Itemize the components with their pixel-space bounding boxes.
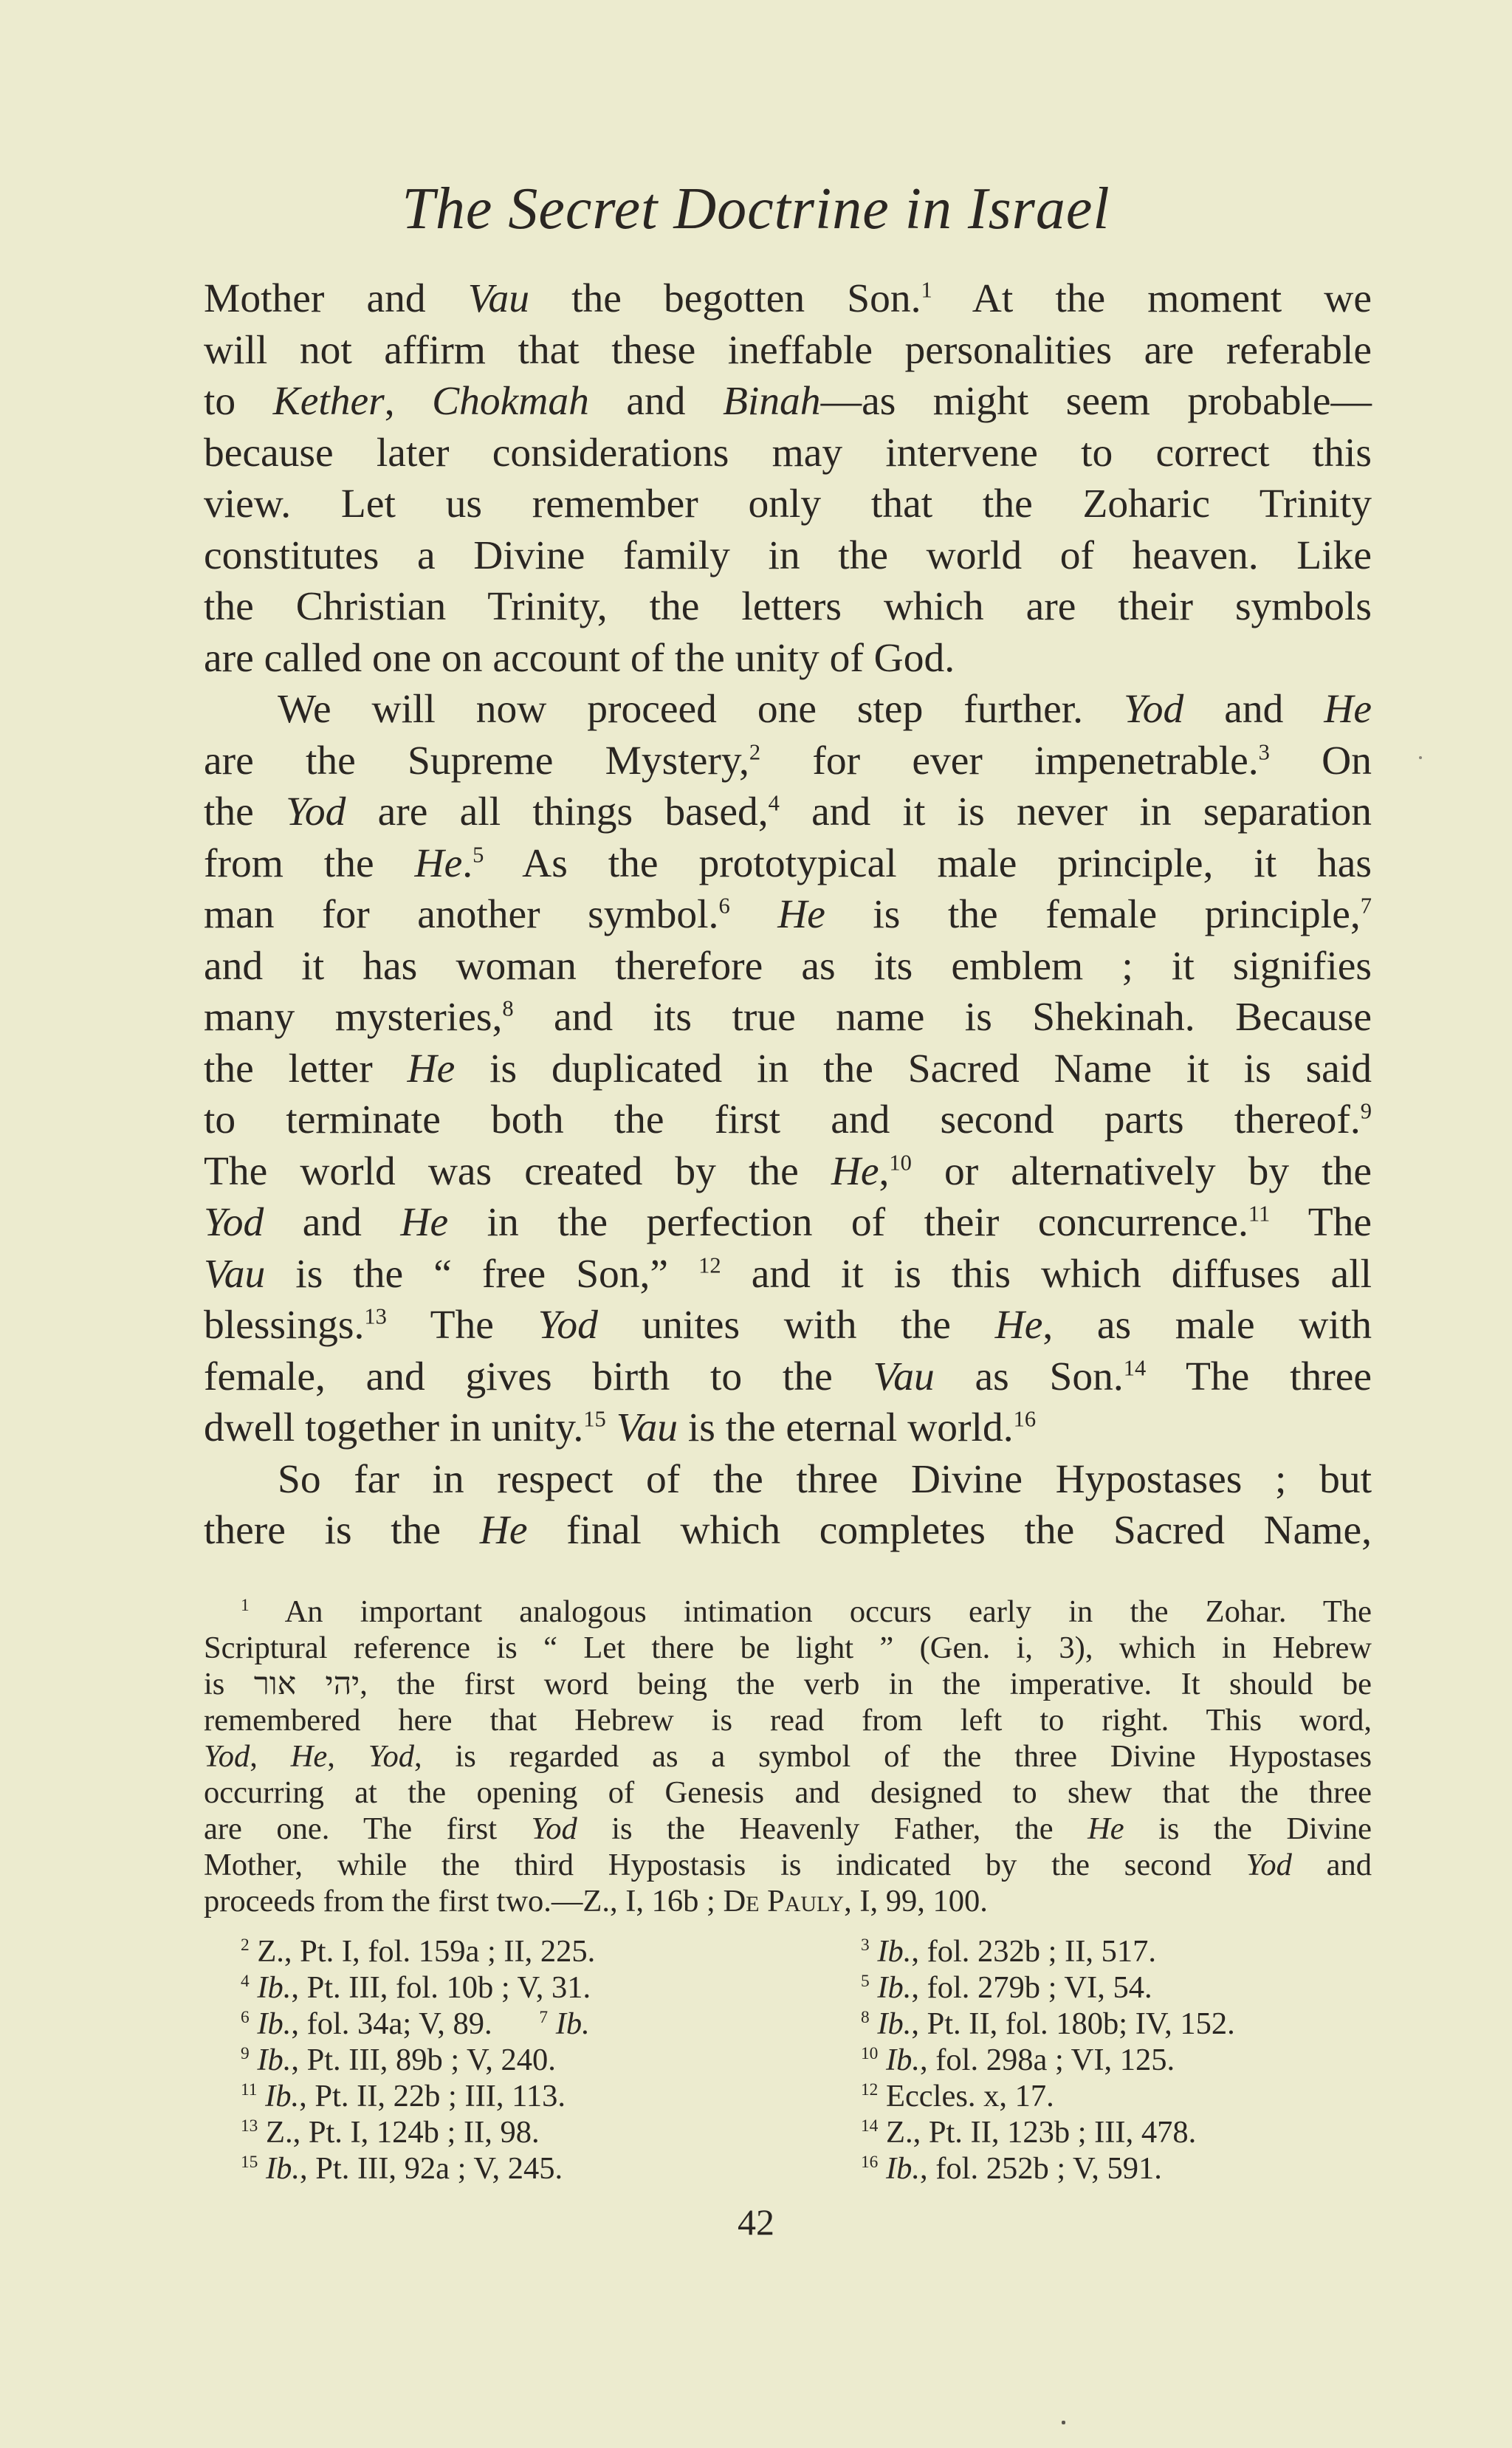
footnote-ref: $^8$ Ib., Pt. II, fol. 180b; IV, 152. (861, 2006, 1235, 2041)
footnote-ref: $^{15}$ Ib., Pt. III, 92a ; V, 245. (241, 2151, 563, 2186)
footnote-ref: $^{10}$ Ib., fol. 298a ; VI, 125. (861, 2043, 1175, 2077)
body-line: there is the He final which completes the Sacred Name, (204, 1508, 1372, 1553)
footnote-line: Mother, while the third Hypostasis is indicated by the second Yod and (204, 1848, 1372, 1882)
body-line: blessings.$^{13}$ The Yod unites with the He, as male with (204, 1303, 1372, 1348)
footnote-ref: $^3$ Ib., fol. 232b ; II, 517. (861, 1934, 1157, 1969)
footnote-ref: $^9$ Ib., Pt. III, 89b ; V, 240. (241, 2043, 556, 2077)
footnote-row (204, 1969, 1372, 2006)
body-line: many mysteries,$^8$ and its true name is Shekinah. Because (204, 995, 1372, 1040)
body-line: because later considerations may intervene to correct this (204, 430, 1372, 476)
body-text (204, 273, 1372, 1557)
footnote-line: $^1$ An important analogous intimation occurs early in the Zohar. The (241, 1594, 1372, 1629)
footnote-1 (204, 1594, 1372, 1919)
running-head: The Secret Doctrine in Israel (402, 176, 1110, 241)
footnote-ref: $^{13}$ Z., Pt. I, 124b ; II, 98. (241, 2115, 540, 2150)
bottom-speck (1062, 2421, 1065, 2424)
body-line: female, and gives birth to the Vau as Son.$^{14}$ The three (204, 1354, 1372, 1399)
body-line: constitutes a Divine family in the world of heaven. Like (204, 532, 1372, 578)
body-line: Yod and He in the perfection of their concurrence.$^{11}$ The (204, 1200, 1372, 1245)
footnote-ref: $^2$ Z., Pt. I, fol. 159a ; II, 225. (241, 1934, 596, 1969)
body-line: The world was created by the He,$^{10}$ or alternatively by the (204, 1148, 1372, 1194)
footnote-row (204, 2150, 1372, 2187)
footnote-ref: $^5$ Ib., fol. 279b ; VI, 54. (861, 1970, 1152, 2005)
footnote-references (204, 1933, 1372, 2187)
body-line: man for another symbol.$^6$ He is the female principle,$^7$ (204, 892, 1372, 937)
footnote-line: is יהי אור, the first word being the verb in the imperative. It should be (204, 1667, 1372, 1701)
footnote-line: are one. The first Yod is the Heavenly Father, the He is the Divine (204, 1811, 1372, 1846)
footnote-line: remembered here that Hebrew is read from left to right. This word, (204, 1703, 1372, 1738)
footnote-line: occurring at the opening of Genesis and designed to shew that the three (204, 1775, 1372, 1810)
body-line: Vau is the “ free Son,” $^{12}$ and it is this which diffuses all (204, 1251, 1372, 1297)
body-line: are called one on account of the unity of God. (204, 635, 955, 681)
footnote-line: Yod, He, Yod, is regarded as a symbol of the three Divine Hypostases (204, 1739, 1372, 1774)
body-line: are the Supreme Mystery,$^2$ for ever impenetrable.$^3$ On (204, 738, 1372, 784)
body-line: Mother and Vau the begotten Son.$^1$ At the moment we (204, 276, 1372, 321)
body-line: from the He.$^5$ As the prototypical male principle, it has (204, 840, 1372, 886)
body-line: So far in respect of the three Divine Hypostases ; but (278, 1456, 1372, 1502)
body-line: view. Let us remember only that the Zoharic Trinity (204, 481, 1372, 527)
footnote-ref: $^{16}$ Ib., fol. 252b ; V, 591. (861, 2151, 1162, 2186)
footnote-line: proceeds from the first two.—Z., I, 16b ; De Pauly, I, 99, 100. (204, 1884, 988, 1919)
footnote-ref: $^{12}$ Eccles. x, 17. (861, 2079, 1054, 2113)
footnote-row (204, 2042, 1372, 2078)
footnote-row (204, 2114, 1372, 2150)
footnote-line: Scriptural reference is “ Let there be light ” (Gen. i, 3), which in Hebrew (204, 1631, 1372, 1665)
footnote-row (204, 2078, 1372, 2114)
footnote-row (204, 1933, 1372, 1969)
footnote-ref: $^{11}$ Ib., Pt. II, 22b ; III, 113. (241, 2079, 566, 2113)
page-number: 42 (738, 2201, 774, 2243)
body-line: the letter He is duplicated in the Sacred Name it is said (204, 1046, 1372, 1091)
body-line: to terminate both the first and second parts thereof.$^9$ (204, 1097, 1372, 1142)
footnote-ref: $^{14}$ Z., Pt. II, 123b ; III, 478. (861, 2115, 1197, 2150)
body-line: will not affirm that these ineffable personalities are referable (204, 327, 1372, 373)
body-line: We will now proceed one step further. Yod and He (278, 687, 1372, 732)
body-line: and it has woman therefore as its emblem ; it signifies (204, 943, 1372, 989)
body-line: dwell together in unity.$^{15}$ Vau is the eternal world.$^{16}$ (204, 1405, 1037, 1450)
margin-speck (1419, 756, 1422, 759)
footnote-row (204, 2006, 1372, 2042)
footnote-ref: $^4$ Ib., Pt. III, fol. 10b ; V, 31. (241, 1970, 591, 2005)
body-line: the Christian Trinity, the letters which are their symbols (204, 584, 1372, 629)
body-line: to Kether, Chokmah and Binah—as might seem probable— (204, 379, 1372, 424)
footnote-ref: $^6$ Ib., fol. 34a; V, 89. $^7$ Ib. (241, 2006, 590, 2041)
body-line: the Yod are all things based,$^4$ and it is never in separation (204, 789, 1372, 834)
